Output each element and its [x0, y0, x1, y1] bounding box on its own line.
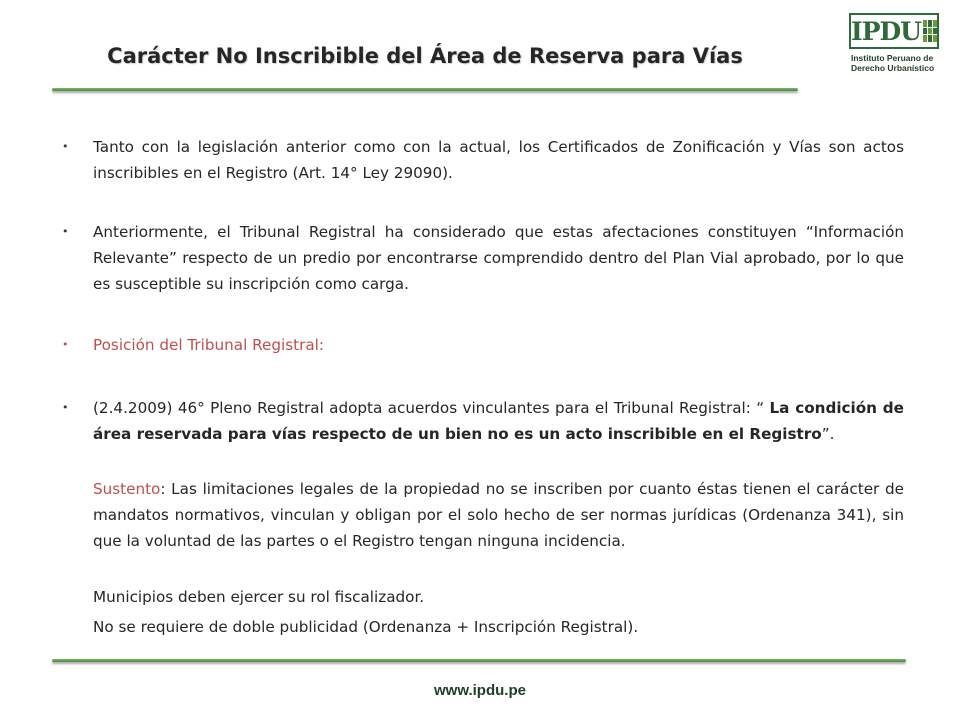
- bullet-text-lead: (2.4.2009) 46° Pleno Registral adopta acuerdos vinculantes para el Tribunal Registral: “: [93, 399, 770, 417]
- bullet-text-bold: La condición de área reservada para vías respecto de un bien no es un acto inscribible en el Registro: [93, 399, 904, 443]
- bullet-marker: •: [62, 338, 69, 351]
- slide-title: Carácter No Inscribible del Área de Reserva para Vías: [107, 44, 743, 68]
- bullet-text: [93, 395, 904, 447]
- bullet-text: Tanto con la legislación anterior como con la actual, los Certificados de Zonificación y Vías son actos inscribibles en el Registro (Art. 14° Ley 29090).: [93, 138, 904, 182]
- footer-url[interactable]: www.ipdu.pe: [434, 682, 526, 699]
- bullet-marker: •: [62, 225, 69, 238]
- ipdu-logo: [849, 13, 945, 99]
- sustento-label: Sustento: [93, 480, 161, 498]
- sub-line: Municipios deben ejercer su rol fiscalizador.: [93, 588, 425, 606]
- bullet-item: [62, 395, 904, 447]
- bullet-item: [62, 219, 904, 297]
- sub-line: No se requiere de doble publicidad (Ordenanza + Inscripción Registral).: [93, 618, 639, 636]
- section-heading: Posición del Tribunal Registral:: [93, 336, 324, 354]
- bullet-marker: •: [62, 140, 69, 153]
- bullet-item: [62, 134, 904, 186]
- bullet-text-tail: ”.: [821, 425, 835, 443]
- sustento-paragraph: [93, 476, 904, 554]
- title-divider: [52, 88, 798, 91]
- logo-letters: IPDU: [851, 16, 921, 46]
- logo-name-line1: Instituto Peruano de: [851, 53, 934, 63]
- bullet-item: [62, 332, 904, 358]
- bullet-text: Anteriormente, el Tribunal Registral ha considerado que estas afectaciones constituyen “Información Relevante” respecto de un predio por encontrarse comprendido dentro del Plan Vial aprobado, por lo que es susceptible su inscripción como carga.: [93, 223, 904, 293]
- bullet-marker: •: [62, 401, 69, 414]
- logo-name: [851, 53, 947, 73]
- footer-divider: [52, 659, 906, 662]
- logo-grid-icon: [923, 20, 937, 42]
- logo-mark: [849, 13, 939, 49]
- logo-name-line2: Derecho Urbanístico: [851, 63, 935, 73]
- sustento-text: : Las limitaciones legales de la propiedad no se inscriben por cuanto éstas tienen el carácter de mandatos normativos, vinculan y obligan por el solo hecho de ser normas jurídicas (Ordenanza 341), sin que la voluntad de las partes o el Registro tengan ninguna incidencia.: [93, 480, 904, 550]
